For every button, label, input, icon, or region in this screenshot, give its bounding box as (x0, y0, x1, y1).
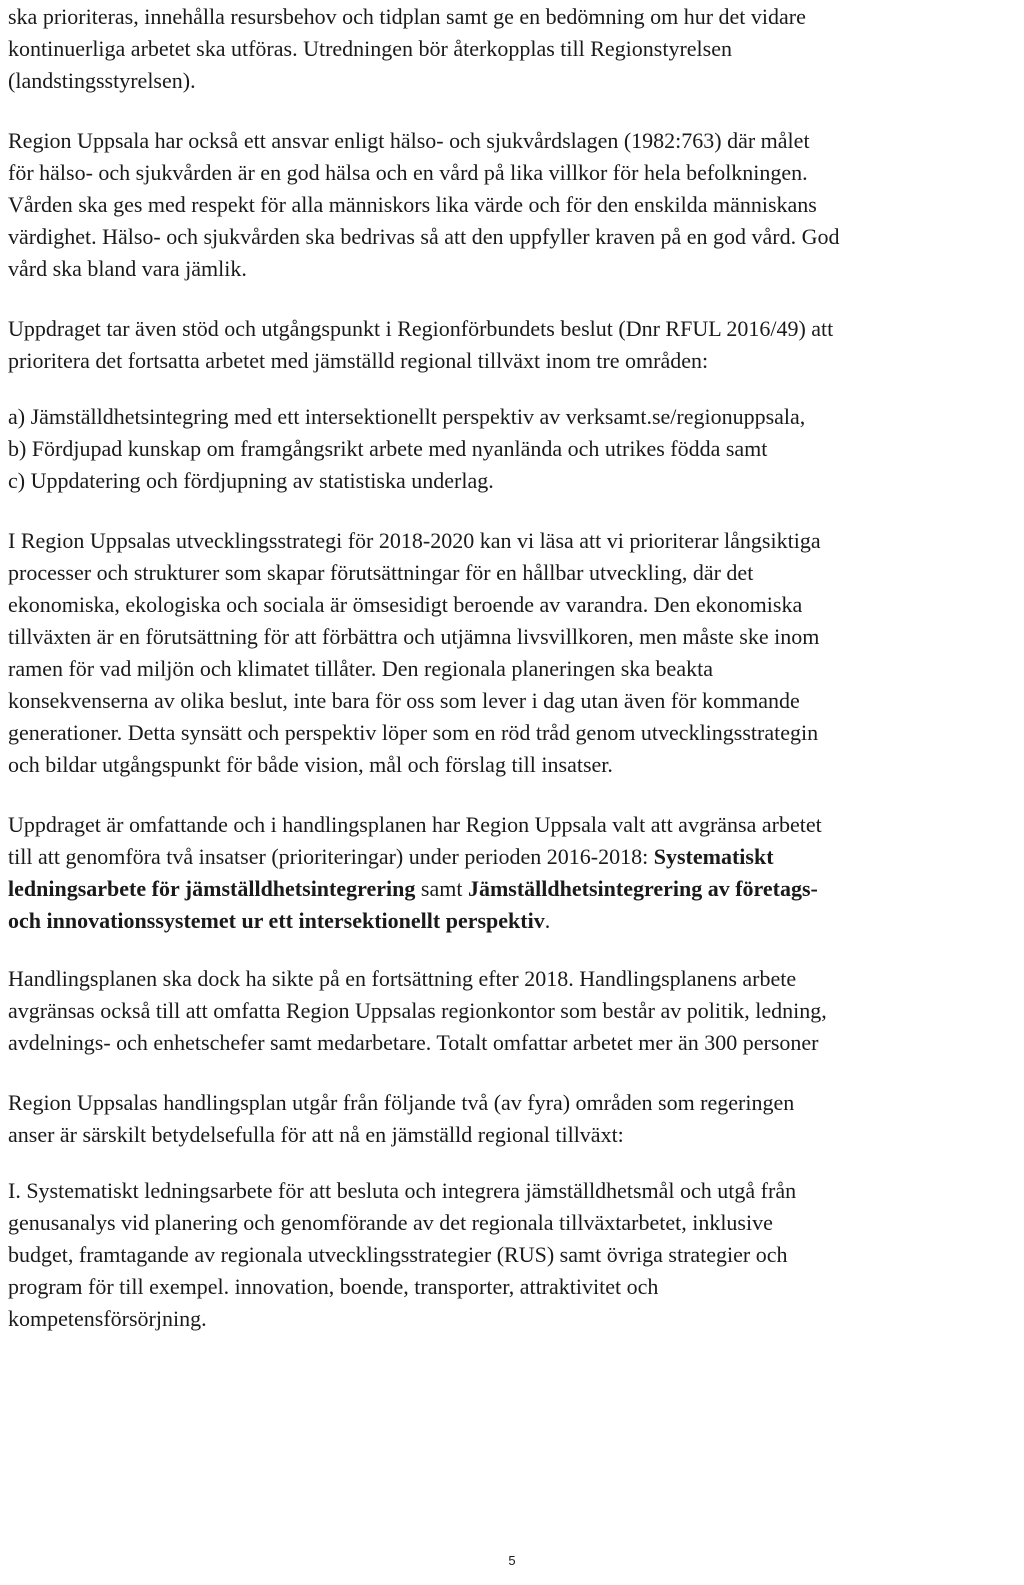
text-line: anser är särskilt betydelsefulla för att nå en jämställd regional tillväxt: (8, 1122, 624, 1147)
text-line: värdighet. Hälso- och sjukvården ska bedrivas så att den uppfyller kraven på en god vård. God (8, 224, 840, 249)
text-line: Region Uppsalas handlingsplan utgår från följande två (av fyra) områden som regeringen (8, 1090, 795, 1115)
text-line: program för till exempel. innovation, boende, transporter, attraktivitet och (8, 1274, 659, 1299)
list-item: c) Uppdatering och fördjupning av statistiska underlag. (8, 468, 494, 493)
text-line: avgränsas också till att omfatta Region Uppsalas regionkontor som består av politik, ledning, (8, 998, 827, 1023)
text-bold: Systematiskt (653, 844, 774, 869)
text-line: tillväxten är en förutsättning för att förbättra och utjämna livsvillkoren, men måste ske inom (8, 624, 820, 649)
paragraph-utredning (8, 1, 1008, 97)
text-line: processer och strukturer som skapar förutsättningar för en hållbar utveckling, där det (8, 560, 754, 585)
text-line: Handlingsplanen ska dock ha sikte på en fortsättning efter 2018. Handlingsplanens arbete (8, 966, 797, 991)
text-bold: och innovationssystemet ur ett intersektionellt perspektiv (8, 908, 545, 933)
text-line: budget, framtagande av regionala utvecklingsstrategier (RUS) samt övriga strategier och (8, 1242, 788, 1267)
text-line: genusanalys vid planering och genomförande av det regionala tillväxtarbetet, inklusive (8, 1210, 773, 1235)
text-line: för hälso- och sjukvården är en god hälsa och en vård på lika villkor för hela befolkningen. (8, 160, 808, 185)
text-line: (landstingsstyrelsen). (8, 68, 196, 93)
text-line: avdelnings- och enhetschefer samt medarbetare. Totalt omfattar arbetet mer än 300 personer (8, 1030, 819, 1055)
text-line: Uppdraget tar även stöd och utgångspunkt i Regionförbundets beslut (Dnr RFUL 2016/49) att (8, 316, 834, 341)
paragraph-handlingsplanen (8, 963, 1008, 1059)
text-line: ramen för vad miljön och klimatet tillåter. Den regionala planeringen ska beakta (8, 656, 713, 681)
paragraph-omraden (8, 1087, 1008, 1151)
text-line: vård ska bland vara jämlik. (8, 256, 247, 281)
text-normal: till att genomföra två insatser (prioriteringar) under perioden 2016-2018: (8, 844, 654, 869)
text-line: Region Uppsala har också ett ansvar enligt hälso- och sjukvårdslagen (1982:763) där målet (8, 128, 810, 153)
text-bold: ledningsarbete för jämställdhetsintegrering (8, 876, 416, 901)
text-normal: . (544, 908, 551, 933)
text-line (8, 873, 1008, 905)
page-number: 5 (508, 1553, 516, 1568)
paragraph-halso-sjukvard (8, 125, 1008, 285)
list-item: a) Jämställdhetsintegring med ett intersektionellt perspektiv av verksamt.se/regionuppsala, (8, 404, 806, 429)
text-line: kontinuerliga arbetet ska utföras. Utredningen bör återkopplas till Regionstyrelsen (8, 36, 732, 61)
text-line: prioritera det fortsatta arbetet med jämställd regional tillväxt inom tre områden: (8, 348, 709, 373)
text-line: I. Systematiskt ledningsarbete för att besluta och integrera jämställdhetsmål och utgå från (8, 1178, 797, 1203)
text-line: generationer. Detta synsätt och perspektiv löper som en röd tråd genom utvecklingsstrategin (8, 720, 819, 745)
text-line: kompetensförsörjning. (8, 1306, 207, 1331)
list-three-areas (8, 401, 1008, 497)
list-item: b) Fördjupad kunskap om framgångsrikt arbete med nyanlända och utrikes födda samt (8, 436, 768, 461)
text-line: Uppdraget är omfattande och i handlingsplanen har Region Uppsala valt att avgränsa arbetet (8, 812, 822, 837)
text-line: konsekvenserna av olika beslut, inte bara för oss som lever i dag utan även för kommande (8, 688, 800, 713)
text-line: I Region Uppsalas utvecklingsstrategi för 2018-2020 kan vi läsa att vi prioriterar långsiktiga (8, 528, 821, 553)
text-line (8, 841, 1008, 873)
text-bold: Jämställdhetsintegrering av företags- (467, 876, 818, 901)
text-line (8, 905, 1008, 937)
text-line: Vården ska ges med respekt för alla människors lika värde och för den enskilda människans (8, 192, 817, 217)
paragraph-regionforbundet (8, 313, 1008, 377)
paragraph-uppdraget (8, 809, 1008, 937)
text-normal: samt (415, 876, 468, 901)
text-line: ska prioriteras, innehålla resursbehov och tidplan samt ge en bedömning om hur det vidare (8, 4, 806, 29)
paragraph-systematiskt (8, 1175, 1008, 1335)
text-line: och bildar utgångspunkt för både vision, mål och förslag till insatser. (8, 752, 613, 777)
document-page (8, 0, 1008, 1335)
text-line: ekonomiska, ekologiska och sociala är ömsesidigt beroende av varandra. Den ekonomiska (8, 592, 803, 617)
paragraph-utvecklingsstrategi (8, 525, 1008, 781)
